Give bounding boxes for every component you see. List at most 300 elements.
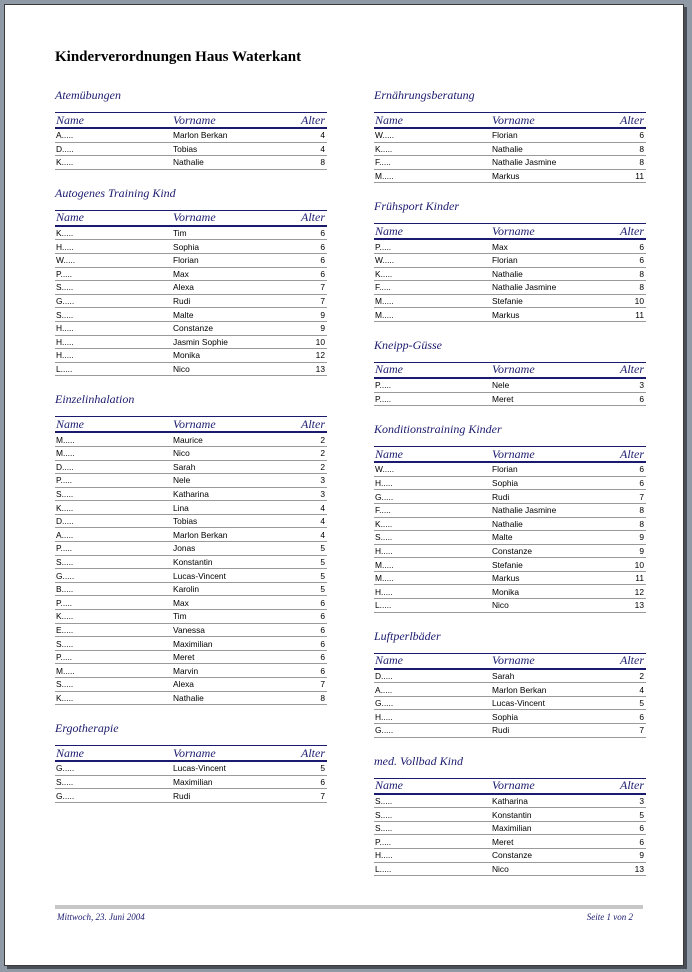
cell-alter: 4 bbox=[320, 130, 325, 141]
cell-name: S..... bbox=[375, 532, 393, 543]
cell-vorname: Max bbox=[173, 268, 189, 279]
cell-vorname: Nico bbox=[173, 448, 190, 459]
table-row bbox=[374, 822, 646, 836]
cell-alter: 5 bbox=[320, 543, 325, 554]
cell-alter: 4 bbox=[320, 502, 325, 513]
table-row bbox=[55, 156, 327, 170]
right-column bbox=[374, 81, 646, 891]
table-row bbox=[55, 447, 327, 461]
cell-vorname: Rudi bbox=[492, 491, 510, 502]
table-row bbox=[374, 795, 646, 809]
cell-vorname: Sophia bbox=[173, 241, 200, 252]
cell-alter: 10 bbox=[634, 296, 644, 307]
cell-name: B..... bbox=[56, 584, 74, 595]
header-alter: Alter bbox=[620, 778, 644, 793]
table-row bbox=[55, 789, 327, 803]
cell-name: D..... bbox=[56, 461, 74, 472]
table-row bbox=[55, 268, 327, 282]
cell-name: H..... bbox=[56, 241, 74, 252]
cell-vorname: Nathalie Jasmine bbox=[492, 505, 557, 516]
cell-alter: 4 bbox=[320, 143, 325, 154]
cell-name: W..... bbox=[375, 130, 395, 141]
table-row bbox=[374, 599, 646, 613]
cell-vorname: Maximilian bbox=[173, 638, 213, 649]
cell-vorname: Sophia bbox=[492, 711, 519, 722]
cell-name: M..... bbox=[375, 573, 394, 584]
cell-vorname: Monika bbox=[173, 350, 200, 361]
cell-alter: 6 bbox=[320, 638, 325, 649]
table-row bbox=[55, 474, 327, 488]
cell-name: F..... bbox=[375, 505, 391, 516]
header-vorname: Vorname bbox=[173, 210, 216, 225]
table-row bbox=[374, 558, 646, 572]
header-name: Name bbox=[56, 745, 84, 760]
cell-vorname: Katharina bbox=[492, 795, 528, 806]
header-alter: Alter bbox=[301, 210, 325, 225]
table-row bbox=[374, 863, 646, 877]
header-name: Name bbox=[375, 112, 403, 127]
cell-vorname: Katharina bbox=[173, 488, 209, 499]
footer-page-number: Seite 1 von 2 bbox=[586, 912, 633, 922]
cell-vorname: Jonas bbox=[173, 543, 196, 554]
cell-alter: 9 bbox=[639, 532, 644, 543]
table-header bbox=[374, 778, 646, 795]
table-row bbox=[374, 808, 646, 822]
cell-vorname: Florian bbox=[173, 255, 199, 266]
cell-name: S..... bbox=[375, 809, 393, 820]
table-row bbox=[55, 596, 327, 610]
cell-alter: 11 bbox=[635, 171, 644, 182]
table-row bbox=[55, 254, 327, 268]
report-section bbox=[55, 391, 327, 705]
report-section bbox=[374, 337, 646, 406]
table-header bbox=[374, 223, 646, 240]
cell-alter: 5 bbox=[320, 570, 325, 581]
table-row bbox=[374, 463, 646, 477]
cell-vorname: Jasmin Sophie bbox=[173, 336, 228, 347]
cell-alter: 8 bbox=[320, 692, 325, 703]
cell-alter: 6 bbox=[639, 711, 644, 722]
table-row bbox=[374, 697, 646, 711]
table-row bbox=[55, 776, 327, 790]
cell-name: K..... bbox=[375, 143, 393, 154]
cell-vorname: Maximilian bbox=[173, 777, 213, 788]
table-row bbox=[55, 664, 327, 678]
cell-alter: 6 bbox=[320, 255, 325, 266]
section-title: Atemübungen bbox=[55, 88, 121, 102]
table-row bbox=[374, 572, 646, 586]
cell-name: S..... bbox=[56, 638, 74, 649]
header-name: Name bbox=[56, 112, 84, 127]
cell-alter: 6 bbox=[639, 393, 644, 404]
cell-alter: 6 bbox=[639, 255, 644, 266]
cell-name: K..... bbox=[56, 228, 74, 239]
cell-name: P..... bbox=[375, 836, 392, 847]
header-alter: Alter bbox=[620, 223, 644, 238]
table-row bbox=[374, 143, 646, 157]
header-vorname: Vorname bbox=[492, 223, 535, 238]
cell-vorname: Max bbox=[173, 597, 189, 608]
cell-alter: 6 bbox=[639, 478, 644, 489]
cell-vorname: Nathalie bbox=[173, 157, 204, 168]
cell-alter: 5 bbox=[639, 809, 644, 820]
cell-name: P..... bbox=[375, 393, 392, 404]
cell-alter: 6 bbox=[639, 241, 644, 252]
cell-alter: 10 bbox=[315, 336, 325, 347]
footer-divider bbox=[55, 905, 643, 909]
cell-alter: 8 bbox=[639, 505, 644, 516]
cell-vorname: Marlon Berkan bbox=[173, 130, 228, 141]
cell-alter: 2 bbox=[320, 461, 325, 472]
cell-name: K..... bbox=[56, 157, 74, 168]
table-row bbox=[55, 583, 327, 597]
table-row bbox=[374, 379, 646, 393]
cell-name: D..... bbox=[56, 143, 74, 154]
cell-name: P..... bbox=[375, 380, 392, 391]
table-row bbox=[374, 531, 646, 545]
cell-alter: 11 bbox=[635, 309, 644, 320]
report-title: Kinderverordnungen Haus Waterkant bbox=[55, 49, 302, 65]
cell-vorname: Konstantin bbox=[173, 556, 213, 567]
header-alter: Alter bbox=[301, 416, 325, 431]
cell-name: L..... bbox=[375, 863, 392, 874]
cell-vorname: Nele bbox=[492, 380, 510, 391]
cell-alter: 8 bbox=[639, 143, 644, 154]
section-title: Konditionstraining Kinder bbox=[374, 422, 502, 437]
table-row bbox=[55, 336, 327, 350]
cell-vorname: Sarah bbox=[492, 670, 515, 681]
cell-alter: 13 bbox=[634, 863, 644, 874]
table-row bbox=[55, 461, 327, 475]
report-page bbox=[4, 4, 684, 966]
table-row bbox=[55, 637, 327, 651]
cell-name: G..... bbox=[56, 570, 75, 581]
table-row bbox=[374, 518, 646, 532]
cell-name: S..... bbox=[56, 777, 74, 788]
cell-name: S..... bbox=[375, 823, 393, 834]
table-row bbox=[374, 835, 646, 849]
cell-vorname: Lina bbox=[173, 502, 189, 513]
cell-vorname: Rudi bbox=[173, 790, 191, 801]
table-row bbox=[374, 268, 646, 282]
header-alter: Alter bbox=[620, 653, 644, 668]
table-row bbox=[55, 488, 327, 502]
cell-name: K..... bbox=[56, 692, 74, 703]
cell-name: P..... bbox=[56, 543, 73, 554]
cell-name: S..... bbox=[56, 282, 74, 293]
cell-vorname: Tobias bbox=[173, 516, 198, 527]
cell-alter: 3 bbox=[639, 795, 644, 806]
table-header bbox=[55, 112, 327, 129]
table-row bbox=[374, 490, 646, 504]
cell-vorname: Sophia bbox=[492, 478, 519, 489]
cell-name: G..... bbox=[56, 763, 75, 774]
cell-vorname: Constanze bbox=[492, 545, 533, 556]
table-row bbox=[55, 515, 327, 529]
cell-alter: 12 bbox=[315, 350, 325, 361]
cell-vorname: Nathalie bbox=[173, 692, 204, 703]
report-section bbox=[374, 753, 646, 877]
cell-alter: 7 bbox=[320, 282, 325, 293]
header-alter: Alter bbox=[301, 745, 325, 760]
cell-name: A..... bbox=[56, 130, 74, 141]
table-row bbox=[55, 349, 327, 363]
table-row bbox=[55, 692, 327, 706]
cell-vorname: Alexa bbox=[173, 679, 194, 690]
cell-vorname: Nathalie bbox=[492, 143, 523, 154]
section-title: Autogenes Training Kind bbox=[55, 185, 176, 200]
cell-alter: 4 bbox=[320, 516, 325, 527]
cell-alter: 6 bbox=[320, 228, 325, 239]
cell-name: P..... bbox=[56, 652, 73, 663]
cell-name: S..... bbox=[56, 309, 74, 320]
table-header bbox=[374, 446, 646, 463]
cell-vorname: Lucas-Vincent bbox=[173, 763, 226, 774]
cell-name: P..... bbox=[56, 268, 73, 279]
cell-name: H..... bbox=[56, 323, 74, 334]
table-row bbox=[55, 542, 327, 556]
cell-vorname: Lucas-Vincent bbox=[492, 698, 545, 709]
cell-alter: 8 bbox=[639, 518, 644, 529]
cell-name: D..... bbox=[375, 670, 393, 681]
table-row bbox=[374, 393, 646, 407]
cell-vorname: Stefanie bbox=[492, 296, 523, 307]
header-alter: Alter bbox=[620, 362, 644, 377]
cell-name: K..... bbox=[375, 268, 393, 279]
table-header bbox=[374, 362, 646, 379]
table-row bbox=[55, 433, 327, 447]
cell-vorname: Marvin bbox=[173, 665, 199, 676]
section-title: Luftperlbäder bbox=[374, 628, 441, 643]
table-row bbox=[55, 651, 327, 665]
header-name: Name bbox=[375, 446, 403, 461]
cell-alter: 6 bbox=[320, 665, 325, 676]
report-section bbox=[374, 421, 646, 613]
cell-alter: 7 bbox=[639, 491, 644, 502]
cell-alter: 7 bbox=[320, 790, 325, 801]
cell-name: L..... bbox=[375, 600, 392, 611]
cell-alter: 10 bbox=[634, 559, 644, 570]
cell-alter: 3 bbox=[320, 475, 325, 486]
cell-vorname: Florian bbox=[492, 130, 518, 141]
table-row bbox=[374, 849, 646, 863]
table-row bbox=[55, 281, 327, 295]
cell-name: P..... bbox=[56, 475, 73, 486]
report-section bbox=[374, 628, 646, 738]
report-section bbox=[55, 185, 327, 377]
table-row bbox=[55, 569, 327, 583]
cell-vorname: Meret bbox=[173, 652, 195, 663]
cell-name: L..... bbox=[56, 364, 73, 375]
cell-alter: 8 bbox=[639, 157, 644, 168]
cell-name: P..... bbox=[375, 241, 392, 252]
table-row bbox=[55, 610, 327, 624]
cell-name: M..... bbox=[375, 309, 394, 320]
cell-vorname: Stefanie bbox=[492, 559, 523, 570]
cell-name: H..... bbox=[375, 478, 393, 489]
cell-name: H..... bbox=[375, 586, 393, 597]
cell-name: H..... bbox=[375, 850, 393, 861]
table-row bbox=[374, 504, 646, 518]
cell-alter: 5 bbox=[320, 584, 325, 595]
table-row bbox=[374, 156, 646, 170]
cell-vorname: Tim bbox=[173, 228, 187, 239]
cell-vorname: Constanze bbox=[492, 850, 533, 861]
cell-vorname: Nico bbox=[492, 600, 509, 611]
cell-name: M..... bbox=[56, 434, 75, 445]
section-title: Einzelinhalation bbox=[55, 392, 135, 407]
table-row bbox=[374, 308, 646, 322]
table-row bbox=[55, 240, 327, 254]
table-row bbox=[55, 678, 327, 692]
section-title: Ernährungsberatung bbox=[374, 88, 475, 102]
cell-alter: 5 bbox=[320, 763, 325, 774]
cell-vorname: Nico bbox=[492, 863, 509, 874]
table-row bbox=[55, 322, 327, 336]
cell-vorname: Florian bbox=[492, 255, 518, 266]
cell-alter: 5 bbox=[639, 698, 644, 709]
cell-name: K..... bbox=[375, 518, 393, 529]
header-name: Name bbox=[375, 223, 403, 238]
cell-name: E..... bbox=[56, 624, 74, 635]
table-header bbox=[374, 653, 646, 670]
cell-vorname: Monika bbox=[492, 586, 519, 597]
cell-name: H..... bbox=[56, 350, 74, 361]
cell-name: D..... bbox=[56, 516, 74, 527]
header-name: Name bbox=[375, 362, 403, 377]
cell-vorname: Maurice bbox=[173, 434, 203, 445]
cell-alter: 13 bbox=[634, 600, 644, 611]
table-row bbox=[55, 227, 327, 241]
cell-alter: 6 bbox=[639, 836, 644, 847]
cell-name: G..... bbox=[56, 296, 75, 307]
cell-vorname: Meret bbox=[492, 393, 514, 404]
cell-alter: 9 bbox=[639, 850, 644, 861]
cell-vorname: Nathalie Jasmine bbox=[492, 282, 557, 293]
cell-name: S..... bbox=[375, 795, 393, 806]
header-name: Name bbox=[375, 653, 403, 668]
cell-alter: 3 bbox=[639, 380, 644, 391]
cell-alter: 6 bbox=[320, 624, 325, 635]
cell-alter: 11 bbox=[635, 573, 644, 584]
header-vorname: Vorname bbox=[492, 362, 535, 377]
cell-alter: 5 bbox=[320, 556, 325, 567]
cell-alter: 7 bbox=[320, 296, 325, 307]
cell-vorname: Karolin bbox=[173, 584, 200, 595]
cell-name: A..... bbox=[375, 684, 393, 695]
header-alter: Alter bbox=[620, 112, 644, 127]
cell-vorname: Max bbox=[492, 241, 508, 252]
cell-name: K..... bbox=[56, 502, 74, 513]
table-row bbox=[55, 624, 327, 638]
table-row bbox=[374, 545, 646, 559]
cell-name: G..... bbox=[375, 491, 394, 502]
cell-name: G..... bbox=[375, 698, 394, 709]
table-row bbox=[55, 363, 327, 377]
cell-alter: 9 bbox=[320, 309, 325, 320]
cell-vorname: Malte bbox=[492, 532, 513, 543]
section-title: med. Vollbad Kind bbox=[374, 753, 463, 768]
cell-alter: 8 bbox=[639, 282, 644, 293]
cell-vorname: Florian bbox=[492, 464, 518, 475]
cell-vorname: Alexa bbox=[173, 282, 194, 293]
table-row bbox=[55, 501, 327, 515]
header-vorname: Vorname bbox=[173, 745, 216, 760]
cell-alter: 6 bbox=[639, 823, 644, 834]
cell-name: K..... bbox=[56, 611, 74, 622]
cell-name: M..... bbox=[375, 559, 394, 570]
table-row bbox=[55, 295, 327, 309]
cell-vorname: Vanessa bbox=[173, 624, 205, 635]
cell-name: H..... bbox=[375, 711, 393, 722]
cell-name: F..... bbox=[375, 157, 391, 168]
cell-name: H..... bbox=[375, 545, 393, 556]
table-row bbox=[55, 129, 327, 143]
table-header bbox=[55, 745, 327, 762]
cell-alter: 13 bbox=[315, 364, 325, 375]
cell-name: W..... bbox=[375, 255, 395, 266]
header-name: Name bbox=[56, 416, 84, 431]
cell-vorname: Sarah bbox=[173, 461, 196, 472]
cell-vorname: Malte bbox=[173, 309, 194, 320]
cell-vorname: Nathalie bbox=[492, 518, 523, 529]
cell-name: P..... bbox=[56, 597, 73, 608]
header-alter: Alter bbox=[620, 446, 644, 461]
cell-name: M..... bbox=[56, 665, 75, 676]
cell-alter: 7 bbox=[639, 725, 644, 736]
cell-alter: 6 bbox=[320, 611, 325, 622]
report-section bbox=[374, 87, 646, 183]
cell-vorname: Nathalie Jasmine bbox=[492, 157, 557, 168]
table-row bbox=[374, 240, 646, 254]
cell-vorname: Marlon Berkan bbox=[173, 529, 228, 540]
cell-name: A..... bbox=[56, 529, 74, 540]
table-row bbox=[374, 724, 646, 738]
cell-vorname: Constanze bbox=[173, 323, 214, 334]
cell-vorname: Tobias bbox=[173, 143, 198, 154]
cell-alter: 3 bbox=[320, 488, 325, 499]
cell-name: S..... bbox=[56, 488, 74, 499]
header-vorname: Vorname bbox=[492, 112, 535, 127]
cell-alter: 8 bbox=[639, 268, 644, 279]
cell-alter: 6 bbox=[639, 130, 644, 141]
report-section bbox=[374, 198, 646, 322]
table-row bbox=[55, 143, 327, 157]
cell-vorname: Rudi bbox=[173, 296, 191, 307]
header-name: Name bbox=[56, 210, 84, 225]
cell-name: S..... bbox=[56, 556, 74, 567]
cell-name: S..... bbox=[56, 679, 74, 690]
header-vorname: Vorname bbox=[173, 112, 216, 127]
cell-alter: 4 bbox=[639, 684, 644, 695]
header-vorname: Vorname bbox=[492, 446, 535, 461]
table-row bbox=[55, 762, 327, 776]
table-header bbox=[374, 112, 646, 129]
cell-alter: 6 bbox=[639, 464, 644, 475]
table-row bbox=[374, 129, 646, 143]
cell-alter: 4 bbox=[320, 529, 325, 540]
cell-name: W..... bbox=[375, 464, 395, 475]
table-row bbox=[374, 670, 646, 684]
cell-alter: 6 bbox=[320, 777, 325, 788]
cell-name: G..... bbox=[56, 790, 75, 801]
table-header bbox=[55, 210, 327, 227]
cell-vorname: Nico bbox=[173, 364, 190, 375]
cell-alter: 6 bbox=[320, 652, 325, 663]
table-row bbox=[55, 308, 327, 322]
cell-name: M..... bbox=[56, 448, 75, 459]
cell-alter: 12 bbox=[634, 586, 644, 597]
